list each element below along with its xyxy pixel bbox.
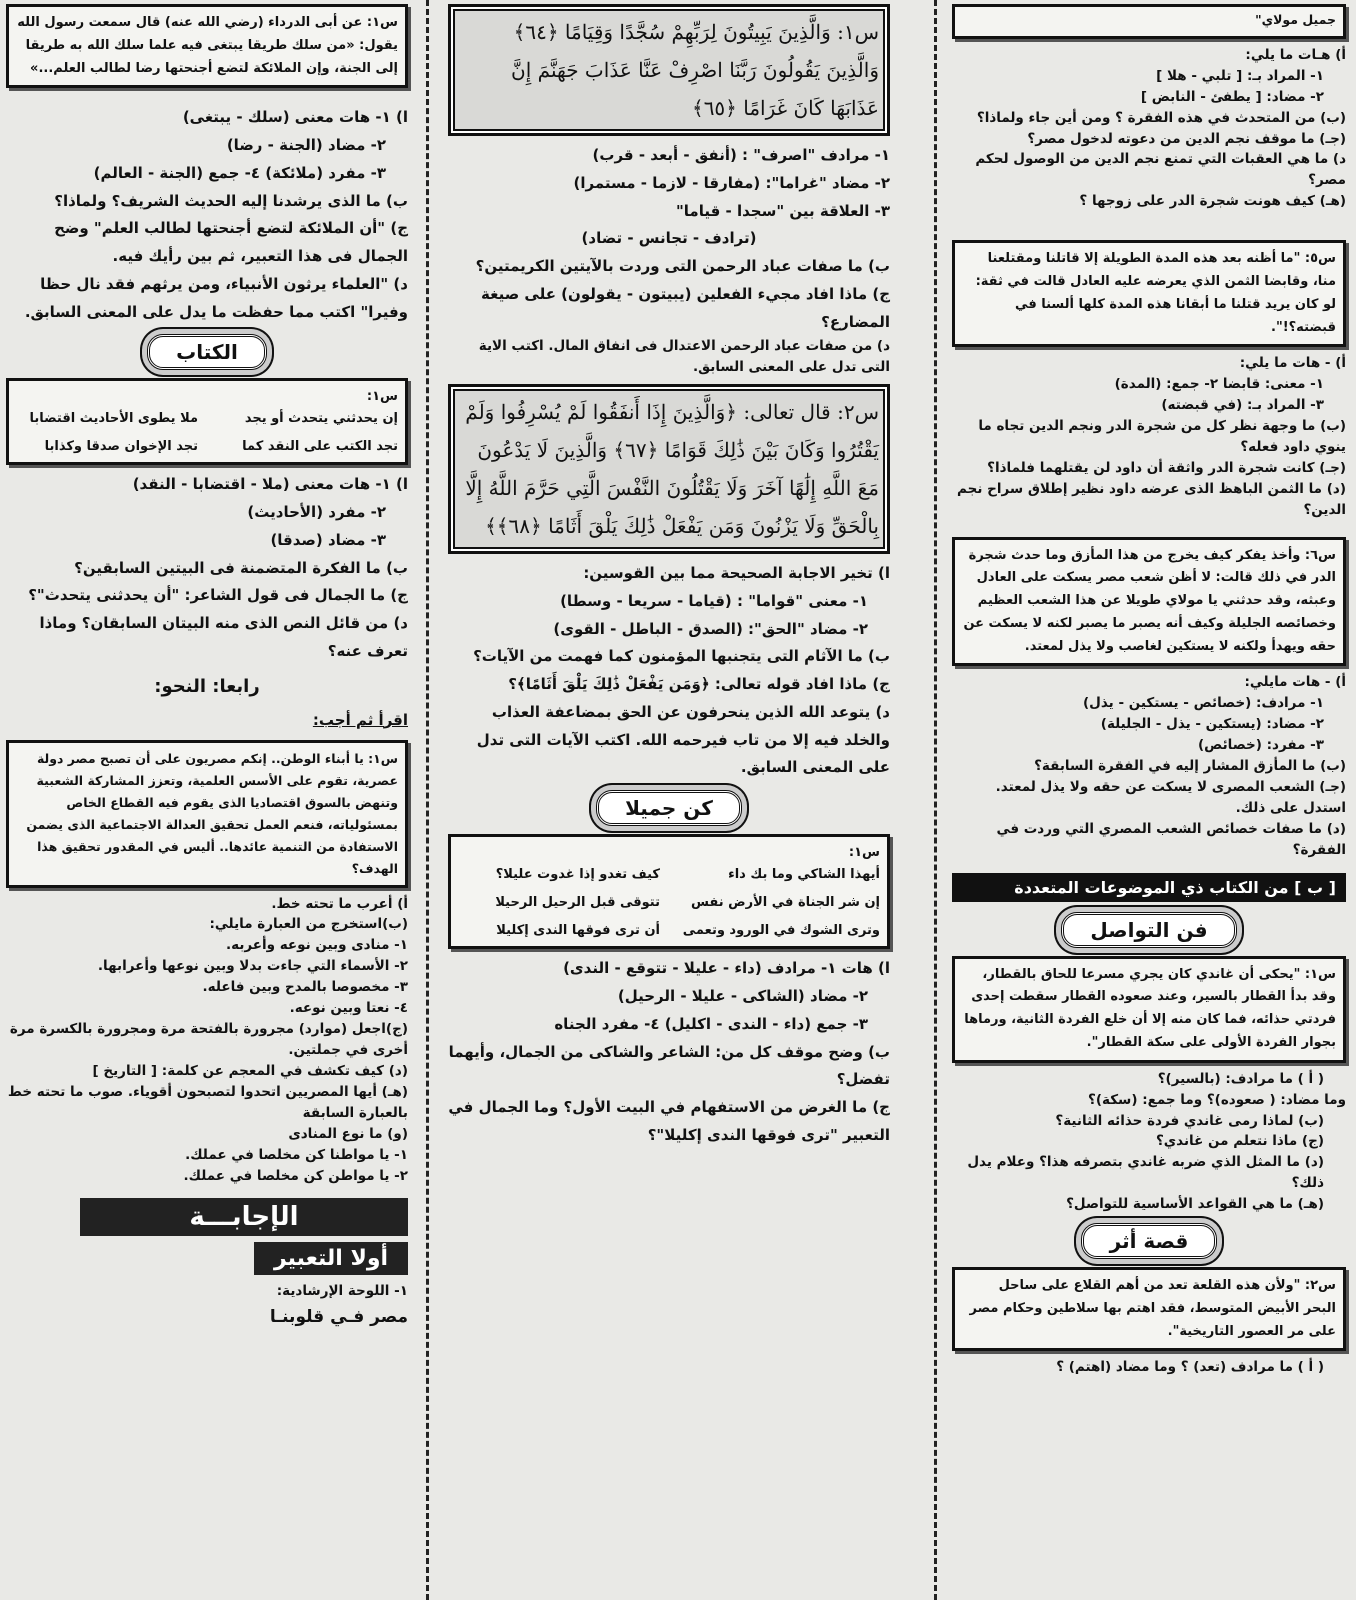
q-line: (هـ) ما هي القواعد الأساسية للتواصل؟ <box>1066 1196 1324 1213</box>
verse: تجد الإخوان صدقا وكذابا <box>44 439 198 455</box>
q-line: ٢- مضاد: [ يطفئ - النابض ] <box>1140 88 1324 105</box>
verse: وترى الشوك في الورود وتعمى <box>682 923 880 939</box>
verse: إن يحدثني يتحدث أو يجد <box>244 411 398 426</box>
poem-box <box>448 834 890 949</box>
quran-box <box>448 384 890 554</box>
q-line: ج) ماذا افاد مجيء الفعلين (يبيتون - يقولون) على صيغة المضارع؟ <box>481 284 890 331</box>
guiding-label: ١- اللوحة الإرشادية: <box>276 1283 408 1300</box>
q-line: ٣- مضاد (صدقا) <box>270 530 386 549</box>
q-line: ١- معنى: قابضا ٢- جمع: (المدة) <box>1114 376 1324 393</box>
q-line: (ترادف - تجانس - تضاد) <box>581 229 757 248</box>
q-line: ١- مرادف: (خصائص - يستكين - يذل) <box>1083 695 1324 712</box>
verse: أن ترى فوقها الندى إكليلا <box>496 923 660 939</box>
verse: تجد الكتب على النقد كما <box>242 439 398 455</box>
q-line: ب) ما الآثام التى يتجنبها المؤمنون كما فهمت من الآيات؟ <box>473 647 890 666</box>
egypt-title: مصر فـي قلوبنـا <box>269 1307 408 1328</box>
quran-text: س٢: قال تعالى: ﴿وَالَّذِينَ إِذَا أَنفَقُوا لَمْ يُسْرِفُوا وَلَمْ يَقْتُرُوا وَكَانَ بَيْنَ ذَٰلِكَ قَوَامًا ﴿٦٧﴾ وَالَّذِينَ لَا يَدْعُونَ مَعَ اللَّهِ إِلَٰهًا آخَرَ وَلَا يَقْتُلُونَ النَّفْسَ الَّتِي حَرَّمَ اللَّهُ إِلَّا بِالْحَقِّ وَلَا يَزْنُونَ وَمَن يَفْعَلْ ذَٰلِكَ يَلْقَ أَثَامًا ﴿٦٨﴾﴾ <box>465 400 879 539</box>
q-line: ج) ما الغرض من الاستفهام في البيت الأول؟ وما الجمال في التعبير "ترى فوقها الندى إكليلا"؟ <box>448 1098 890 1144</box>
q-line: أ) - هات ما يلي: <box>1239 355 1346 372</box>
q-line: ٣- مفرد (ملائكة) ٤- جمع (الجنة - العالم) <box>93 163 386 182</box>
q-line: ا) ١- هات معنى (سلك - يبتغى) <box>182 108 408 127</box>
q-line: (هـ) أيها المصريين اتحدوا لتصبحون أقوياء. صوب ما تحته خط بالعبارة السابقة <box>7 1083 408 1121</box>
poem-verses <box>458 865 880 941</box>
q-line: د) من صفات عباد الرحمن الاعتدال فى انفاق المال. اكتب الاية التى تدل على المعنى السابق. <box>478 338 890 376</box>
q-line: ب) ما الذى يرشدنا إليه الحديث الشريف؟ ولماذا؟ <box>54 191 408 210</box>
banner-communication: فن التواصل <box>952 912 1346 948</box>
q-line: د) من قائل النص الذى منه البيتان السابقان؟ وماذا تعرف عنه؟ <box>39 614 408 660</box>
grammar-heading: رابعا: النحو: <box>154 675 260 697</box>
section-heading: [ ب ] من الكتاب ذي الموضوعات المتعددة <box>952 873 1346 902</box>
column-separator <box>934 0 937 1600</box>
column-separator <box>426 0 429 1600</box>
q-line: ٣- مفرد: (خصائص) <box>1198 737 1324 754</box>
question-box <box>952 1267 1346 1351</box>
q-line: (ب) ما المأزق المشار إليه في الفقرة السابقة؟ <box>1034 758 1346 775</box>
q-line: ١- المراد بـ: [ تلبي - هلا ] <box>1156 67 1324 84</box>
q-line: ب) ما صفات عباد الرحمن التى وردت بالآيتين الكريمتين؟ <box>475 257 890 275</box>
q-line: (جـ) ما موقف نجم الدين من دعوته لدخول مصر؟ <box>1027 130 1346 147</box>
q-line: ج) ماذا افاد قوله تعالى: ﴿وَمَن يَفْعَلْ ذَٰلِكَ يَلْقَ أَثَامًا﴾؟ <box>508 675 890 694</box>
q-line: ٢- الأسماء التي جاءت بدلا وبين نوعها وأعرابها. <box>97 958 408 975</box>
banner-story: قصة أثر <box>952 1223 1346 1259</box>
verse: كيف تغدو إذا غدوت عليلا؟ <box>495 866 660 882</box>
q-line: ٣- جمع (داء - الندى - اكليل) ٤- مفرد الجناه <box>554 1014 868 1033</box>
verse: أيهذا الشاكي وما بك داء <box>728 866 880 882</box>
column-right <box>938 0 1356 1600</box>
q-line: ا) تخير الاجابة الصحيحة مما بين القوسين: <box>583 564 890 583</box>
question-box <box>952 956 1346 1063</box>
q-line: (ج) ماذا نتعلم من غاندي؟ <box>1155 1133 1324 1150</box>
q-line: ٣- المراد بـ: (في قبضته) <box>1161 397 1324 414</box>
q-line: (جـ) كانت شجرة الدر واثقة أن داود لن يقتلهما فلماذا؟ <box>987 459 1346 476</box>
q-line: ب) ما الفكرة المتضمنة فى البيتين السابقين؟ <box>74 558 408 577</box>
poem-box <box>6 378 408 465</box>
q-line: ٢- مضاد "الحق": (الصدق - الباطل - القوى) <box>553 619 868 638</box>
q-line: د) يتوعد الله الذين ينحرفون عن الحق بمضاعفة العذاب والخلد فيه إلا من تاب فيرحمه الله. اكتب الآيات التى تدل على المعنى السابق. <box>476 702 890 777</box>
q-line: ١- معنى "قواما" : (قياما - سريعا - وسطا) <box>560 591 868 610</box>
q-line: ٢- مفرد (الأحاديث) <box>247 503 386 522</box>
column-middle <box>438 0 900 1600</box>
q-line: ا) ١- هات معنى (ملا - اقتضابا - النقد) <box>132 475 408 494</box>
grammar-box <box>6 740 408 887</box>
verse: تتوقى قبل الرحيل الرحيلا <box>495 894 660 910</box>
q-line: أ) أعرب ما تحته خط. <box>271 895 408 912</box>
banner-be-beautiful: كن جميلا <box>448 790 890 826</box>
q-line: د) ما هي العقبات التي تمنع نجم الدين من الوصول لحكم مصر؟ <box>975 151 1346 189</box>
answer-bar: الإجابـــة <box>80 1198 408 1236</box>
question-box-text: س٦: وأخذ يفكر كيف يخرج من هذا المأزق وما حدث شجرة الدر في ذلك قالت: لا أظن شعب مصر يسكت على العادل وعبثه، وقد حدثني يا مولاي طويلا عن هذا الشعب العظيم وخصائصه الجليلة وكيف أنه يصبر ما يصبر لكنه لا يسكت عن حقه ويهدأ ولكنه لا يستكين لغاصب ولا يذل لمعتد. <box>963 547 1336 654</box>
column-left <box>0 0 420 1600</box>
poem-label: س١: <box>848 845 880 861</box>
q-line: ٢- مضاد: (يستكين - يذل - الجليلة) <box>1100 716 1324 733</box>
q-line: (ب) لماذا رمى غاندي فردة حذائه الثانية؟ <box>1055 1112 1324 1129</box>
q-line: (و) ما نوع المنادى <box>288 1125 408 1142</box>
q-line: ١- منادى وبين نوعه وأعربه. <box>226 937 408 954</box>
expression-bar: أولا التعبير <box>254 1242 408 1275</box>
question-box <box>952 240 1346 347</box>
q-line: ١- مرادف "اصرف" : (أنفق - أبعد - قرب) <box>592 146 890 164</box>
q-line: ١- يا مواطنا كن مخلصا في عملك. <box>185 1146 408 1163</box>
q-line: (د) ما المثل الذي ضربه غاندي بتصرفه هذا؟ وعلام يدل ذلك؟ <box>967 1154 1324 1192</box>
quran-text: س١: وَالَّذِينَ يَبِيتُونَ لِرَبِّهِمْ سُجَّدًا وَقِيَامًا ﴿٦٤﴾ وَالَّذِينَ يَقُولُونَ رَبَّنَا اصْرِفْ عَنَّا عَذَابَ جَهَنَّمَ إِنَّ عَذَابَهَا كَانَ غَرَامًا ﴿٦٥﴾ <box>511 20 879 120</box>
q-line: ٤- نعتا وبين نوعه. <box>289 1000 408 1017</box>
q-line: ج) ما الجمال فى قول الشاعر: "أن يحدثنى يتحدث"؟ <box>28 586 408 605</box>
q-line: ب) وضح موقف كل من: الشاعر والشاكى من الجمال، وأيهما تفضل؟ <box>448 1042 890 1089</box>
verse: إن شر الجناة في الأرض نفس <box>690 894 880 910</box>
q-line: ٢- مضاد "غراما": (مفارقا - لازما - مستمرا) <box>573 173 890 192</box>
hadith-box <box>6 4 408 88</box>
question-box-text: س١: "يحكى أن غاندي كان يجري مسرعا للحاق بالقطار، وقد بدأ القطار بالسير، وعند صعوده القطار سقطت إحدى فردتي حذائه، فما كان منه إلا أن خلع الفردة الثانية، ورماها بجوار الفردة الأولى على سكة القطار". <box>964 966 1336 1050</box>
q-line: وما مضاد: ( صعوده)؟ وما جمع: (سكة)؟ <box>1088 1091 1346 1108</box>
q-line: (ج)اجعل (موارد) مجرورة بالفتحة مرة ومجرورة بالكسرة مرة أخرى في جملتين. <box>9 1021 408 1058</box>
q-line: (ب) ما وجهة نظر كل من شجرة الدر ونجم الدين تجاه ما ينوي داود فعله؟ <box>978 418 1346 455</box>
q-line: (د) ما الثمن الباهظ الذى عرضه داود نظير إطلاق سراح نجم الدين؟ <box>957 480 1346 518</box>
q-line: أ) هـات ما يلي: <box>1245 46 1346 63</box>
banner-book: الكتاب <box>6 334 408 370</box>
q-line: ٢- يا مواطن كن مخلصا في عملك. <box>183 1167 408 1184</box>
q-line: (ب) من المتحدث في هذه الفقرة ؟ ومن أين جاء ولماذا؟ <box>976 109 1346 126</box>
q-line: ٢- مضاد (الجنة - رضا) <box>226 136 386 154</box>
q-line: (هـ) كيف هونت شجرة الدر على زوجها ؟ <box>1079 193 1346 210</box>
read-answer: اقرأ ثم أجب: <box>312 710 408 729</box>
hadith-text: س١: عن أبى الدرداء (رضي الله عنه) قال سمعت رسول الله يقول: «من سلك طريقا يبتغى فيه علما سلك الله به طريقا إلى الجنة، وإن الملائكة لتضع أجنحتها رضا لطالب العلم...» <box>17 15 398 76</box>
top-box-text: جميل مولاي" <box>1255 12 1336 27</box>
q-line: ج) "أن الملائكة لتضع أجنحتها لطالب العلم" وضح الجمال فى هذا التعبير، ثم بين رأيك فيه. <box>54 219 408 265</box>
q-line: ( أ ) ما مرادف (تعد) ؟ وما مضاد (اهتم) ؟ <box>1056 1359 1324 1376</box>
q-line: ( أ ) ما مرادف: (بالسير)؟ <box>1157 1070 1324 1087</box>
q-line: د) "العلماء يرثون الأنبياء، ومن يرثهم فقد نال حظا وفيرا" اكتب مما حفظت ما يدل على المعنى السابق. <box>24 274 408 321</box>
q-line: (ب)استخرج من العبارة مايلي: <box>209 916 408 933</box>
poem-label: س١: <box>366 389 398 405</box>
q-line: ٣- العلاقة بين "سجدا - قياما" <box>675 201 890 220</box>
question-box-text: س٢: "ولأن هذه القلعة تعد من أهم القلاع على ساحل البحر الأبيض المتوسط، فقد اهتم بها سلاطين وحكام مصر على مر العصور التاريخية". <box>969 1278 1336 1339</box>
verse: ملا يطوى الأحاديث اقتضابا <box>29 411 198 426</box>
question-box <box>952 537 1346 667</box>
q-line: (جـ) الشعب المصرى لا يسكت عن حقه ولا يذل لمعتد. استدل على ذلك. <box>995 778 1346 816</box>
question-box-text: س٥: "ما أظنه بعد هذه المدة الطويلة إلا قاتلنا ومقتلعنا منا، وقابضا الثمن الذي يعرضه عليه العادل قالت في ثقة: لو كان يريد قتلنا ما أبقانا هذه المدة كلها ألسنا في قبضته؟!". <box>975 251 1336 335</box>
q-line: ا) هات ١- مرادف (داء - عليلا - تتوقع - الندى) <box>563 959 890 978</box>
q-line: (د) ما صفات خصائص الشعب المصري التي وردت في الفقرة؟ <box>996 820 1346 858</box>
q-line: ٣- مخصوصا بالمدح وبين فاعله. <box>202 979 408 996</box>
q-line: (د) كيف تكشف في المعجم عن كلمة: [ التاريخ ] <box>92 1062 408 1079</box>
poem-verses <box>16 409 398 457</box>
q-line: أ) - هات مايلي: <box>1244 674 1346 691</box>
top-box <box>952 4 1346 39</box>
quran-box <box>448 4 890 136</box>
grammar-box-text: س١: يا أبناء الوطن.. إنكم مصريون على أن تصبح مصر دولة عصرية، تقوم على الأسس العلمية، وتعزز المشاركة الشعبية وتنهض بالسوق اقتصاديا الذى يقوم فيه القطاع الخاص بمسئولياته، فنعم العمل تحقيق العدالة الاجتماعية الذى يضمن الاستفادة من التنمية عائدها.. أليس في المقدور تحقيق هذا الهدف؟ <box>26 751 398 876</box>
q-line: ٢- مضاد (الشاكى - عليلا - الرحيل) <box>617 987 868 1006</box>
